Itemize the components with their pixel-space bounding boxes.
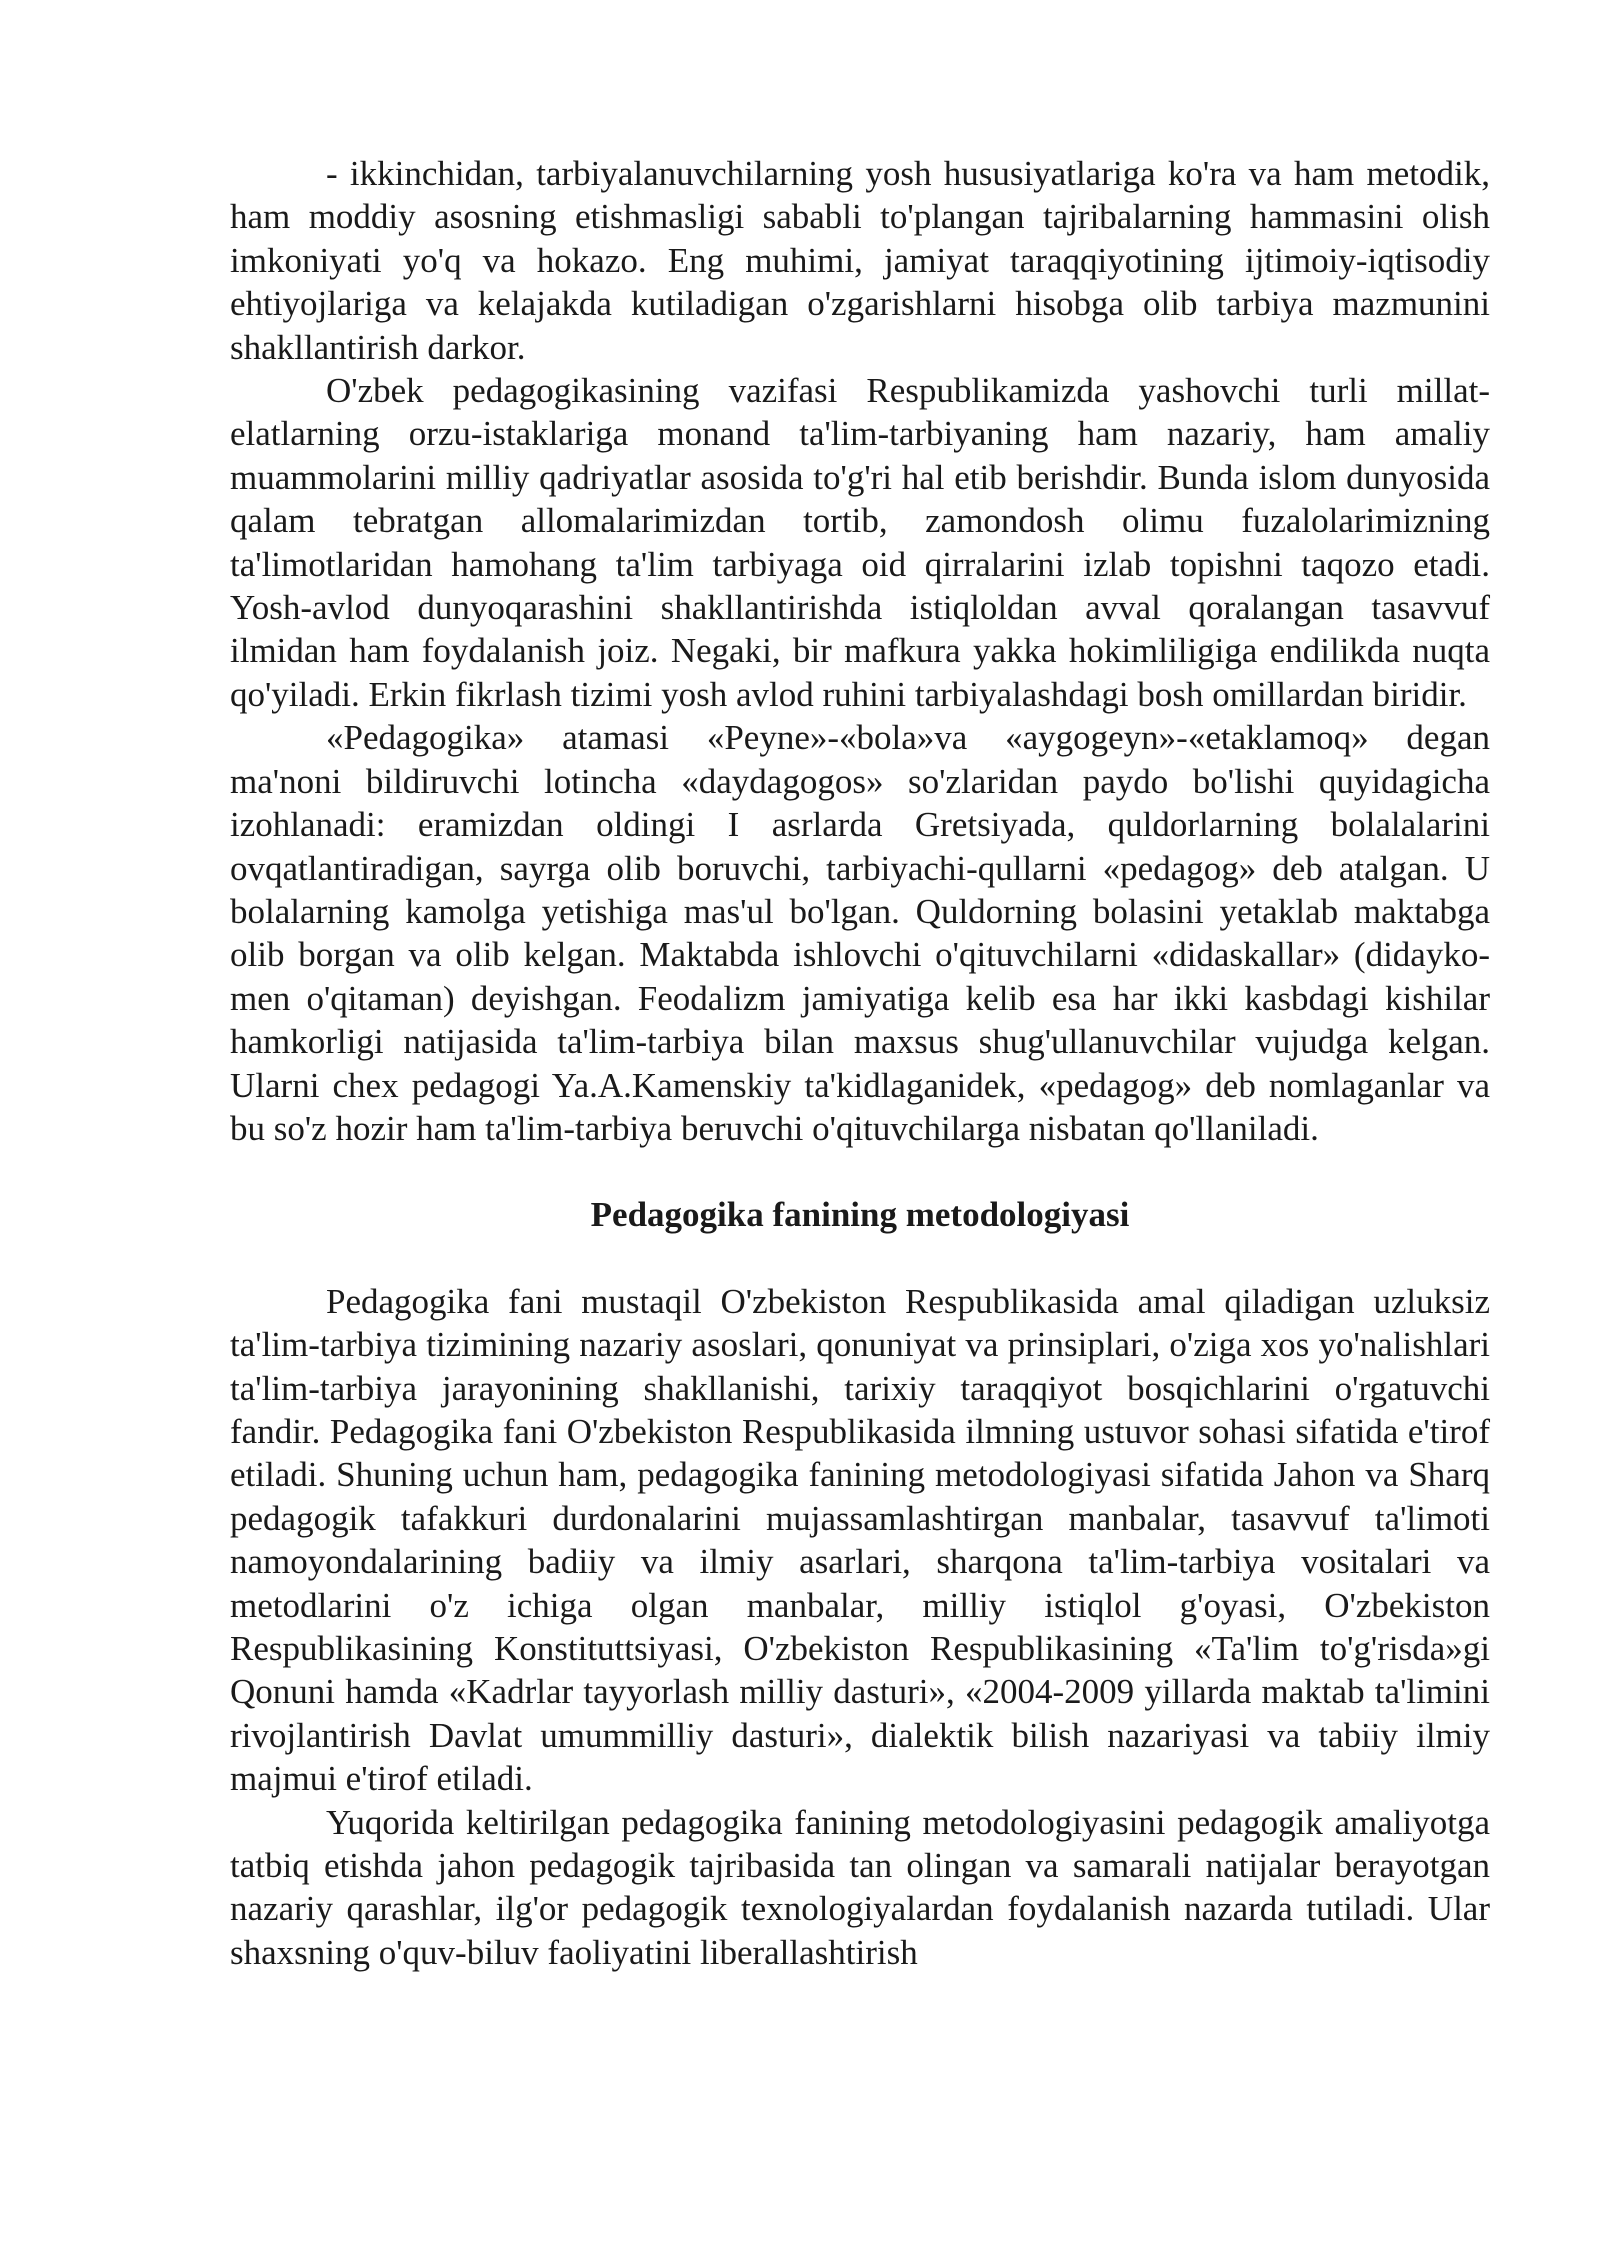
paragraph-3: «Pedagogika» atamasi «Peyne»-«bola»va «aygogeyn»-«etaklamoq» degan ma'noni bildiruvchi lotincha «daydagogos» so'zlaridan paydo bo'lishi quyidagicha izohlanadi: eramizdan oldingi I asrlarda Gretsiyada, quldorlarning bolalalarini ovqatlantiradigan, sayrga olib boruvchi, tarbiyachi-qullarni «pedagog» deb atalgan. U bolalarning kamolga yetishiga mas'ul bo'lgan. Quldorning bolasini yetaklab maktabga olib borgan va olib kelgan. Maktabda ishlovchi o'qituvchilarni «didaskallar» (didayko-men o'qitaman) deyishgan. Feodalizm jamiyatiga kelib esa har ikki kasbdagi kishilar hamkorligi natijasida ta'lim-tarbiya bilan maxsus shug'ullanuvchilar vujudga kelgan. Ularni chex pedagogi Ya.A.Kamenskiy ta'kidlaganidek, «pedagog» deb nomlaganlar va bu so'z hozir ham ta'lim-tarbiya beruvchi o'qituvchilarga nisbatan qo'llaniladi.: [230, 718, 1490, 1148]
paragraph-4: Pedagogika fani mustaqil O'zbekiston Respublikasida amal qiladigan uzluksiz ta'lim-tarbiya tizimining nazariy asoslari, qonuniyat va prinsiplari, o'ziga xos yo'nalishlari ta'lim-tarbiya jarayonining shakllanishi, tarixiy taraqqiyot bosqichlarini o'rgatuvchi fandir. Pedagogika fani O'zbekiston Respublikasida ilmning ustuvor sohasi sifatida e'tirof etiladi. Shuning uchun ham, pedagogika fanining metodologiyasi sifatida Jahon va Sharq pedagogik tafakkuri durdonalarini mujassamlashtirgan manbalar, tasavvuf ta'limoti namoyondalarining badiiy va ilmiy asarlari, sharqona ta'lim-tarbiya vositalari va metodlarini o'z ichiga olgan manbalar, milliy istiqlol g'oyasi, O'zbekiston Respublikasining Konstituttsiyasi, O'zbekiston Respublikasining «Ta'lim to'g'risda»gi Qonuni hamda «Kadrlar tayyorlash milliy dasturi», «2004-2009 yillarda maktab ta'limini rivojlantirish Davlat umummilliy dasturi», dialektik bilish nazariyasi va tabiiy ilmiy majmui e'tirof etiladi.: [230, 1281, 1490, 1799]
section-heading: Pedagogika fanining metodologiyasi: [590, 1195, 1130, 1235]
paragraph-2: O'zbek pedagogikasining vazifasi Respublikamizda yashovchi turli millat-elatlarning orzu-istaklariga monand ta'lim-tarbiyaning ham nazariy, ham amaliy muammolarini milliy qadriyatlar asosida to'g'ri hal etib berishdir. Bunda islom dunyosida qalam tebratgan allomalarimizdan tortib, zamondosh olimu fuzalolarimizning ta'limotlaridan hamohang ta'lim tarbiyaga oid qirralarini izlab topishni taqozo etadi. Yosh-avlod dunyoqarashini shakllantirishda istiqloldan avval qoralangan tasavvuf ilmidan ham foydalanish joiz. Negaki, bir mafkura yakka hokimliligiga endilikda nuqta qo'yiladi. Erkin fikrlash tizimi yosh avlod ruhini tarbiyalashdagi bosh omillardan biridir.: [230, 371, 1490, 714]
document-page: [230, 152, 1490, 1974]
paragraph-5: Yuqorida keltirilgan pedagogika fanining metodologiyasini pedagogik amaliyotga tatbiq etishda jahon pedagogik tajribasida tan olingan va samarali natijalar berayotgan nazariy qarashlar, ilg'or pedagogik texnologiyalardan foydalanish nazarda tutiladi. Ular shaxsning o'quv-biluv faoliyatini liberallashtirish: [230, 1802, 1490, 1972]
paragraph-1: - ikkinchidan, tarbiyalanuvchilarning yosh hususiyatlariga ko'ra va ham metodik, ham moddiy asosning etishmasligi sababli to'plangan tajribalarning hammasini olish imkoniyati yo'q va hokazo. Eng muhimi, jamiyat taraqqiyotining ijtimoiy-iqtisodiy ehtiyojlariga va kelajakda kutiladigan o'zgarishlarni hisobga olib tarbiya mazmunini shakllantirish darkor.: [230, 154, 1490, 367]
